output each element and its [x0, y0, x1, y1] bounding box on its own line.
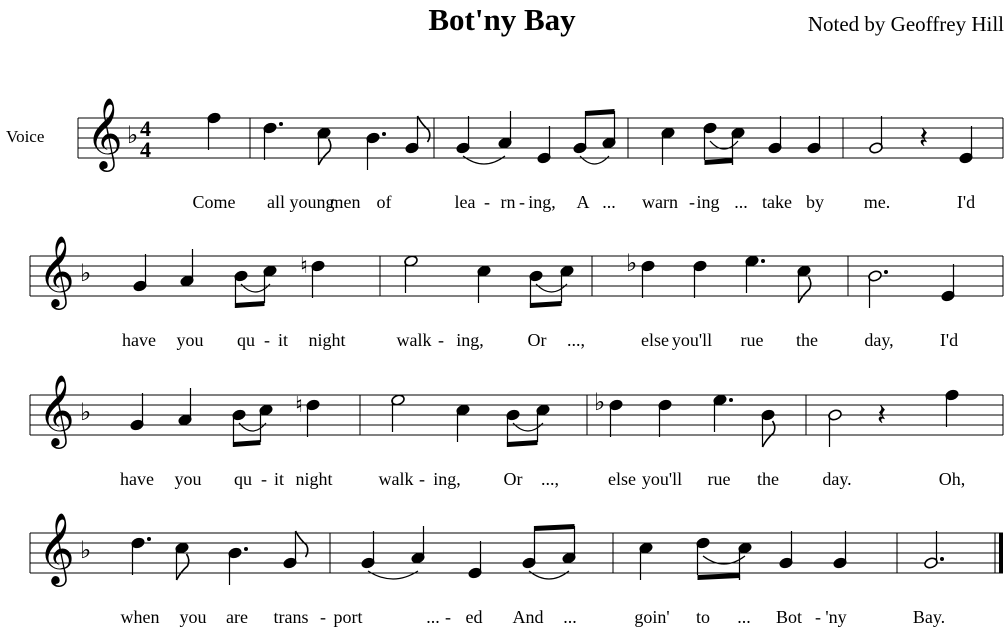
slur: [368, 571, 418, 579]
note-beam: [705, 158, 733, 165]
lyric-syllable: ...: [602, 192, 616, 212]
lyric-syllable: ing,: [456, 330, 484, 350]
augmentation-dot: [761, 259, 765, 263]
note-beam: [234, 440, 261, 447]
augmentation-dot: [279, 122, 283, 126]
lyric-syllable: ...: [737, 607, 751, 627]
lyric-syllable: are: [226, 607, 248, 627]
augmentation-dot: [147, 537, 151, 541]
flat-sign-icon: ♭: [626, 249, 638, 277]
lyric-syllable: you'll: [641, 469, 683, 489]
lyric-syllable: -: [320, 607, 326, 627]
final-barline: [999, 533, 1003, 573]
natural-sign-icon: ♮: [295, 393, 303, 418]
lyric-syllable: else: [641, 330, 669, 350]
lyric-syllable: qu: [237, 330, 255, 350]
lyric-syllable: trans: [273, 607, 309, 627]
lyric-syllable: -: [438, 330, 444, 350]
lyric-syllable: lea: [454, 192, 476, 212]
lyric-syllable: walk: [378, 469, 414, 489]
lyric-syllable: -: [261, 469, 267, 489]
lyric-syllable: the: [796, 330, 818, 350]
lyric-syllable: you: [174, 469, 202, 489]
lyric-syllable: night: [295, 469, 333, 489]
lyric-syllable: you: [179, 607, 207, 627]
lyric-syllable: -: [484, 192, 490, 212]
natural-sign-icon: ♮: [300, 254, 308, 279]
lyric-syllable: rue: [740, 330, 764, 350]
slur: [513, 423, 543, 431]
treble-clef-icon: 𝄞: [38, 373, 75, 446]
credit-text: Noted by Geoffrey Hill: [807, 12, 1004, 36]
time-signature-top: 4: [140, 116, 151, 141]
treble-clef-icon: 𝄞: [38, 511, 75, 584]
lyric-syllable: 'ny: [825, 607, 847, 627]
lyric-syllable: I'd: [939, 330, 959, 350]
lyric-syllable: Or: [503, 469, 523, 489]
lyric-syllable: -: [815, 607, 821, 627]
slur: [580, 156, 609, 164]
eighth-flag: [319, 139, 331, 165]
lyric-syllable: ...,: [541, 469, 559, 489]
lyric-syllable: goin': [634, 607, 670, 627]
slur: [239, 423, 266, 431]
augmentation-dot: [940, 557, 944, 561]
lyric-syllable: -: [445, 607, 451, 627]
lyric-syllable: have: [122, 330, 156, 350]
lyric-syllable: rue: [707, 469, 731, 489]
note-beam: [531, 301, 562, 308]
lyric-syllable: ed: [465, 607, 483, 627]
slur: [529, 571, 569, 579]
lyric-syllable: day,: [864, 330, 894, 350]
treble-clef-icon: 𝄞: [38, 234, 75, 307]
lyric-syllable: when: [120, 607, 160, 627]
lyric-syllable: ...: [734, 192, 748, 212]
lyric-syllable: port: [333, 607, 363, 627]
lyric-syllable: have: [120, 469, 154, 489]
song-title: Bot'ny Bay: [428, 2, 576, 37]
key-signature-flat-icon: ♭: [127, 121, 139, 149]
lyric-syllable: young: [289, 192, 335, 212]
lyric-syllable: -: [689, 192, 695, 212]
lyric-syllable: ing: [696, 192, 720, 212]
lyric-syllable: it: [277, 330, 289, 350]
eighth-flag: [177, 554, 189, 580]
lyric-syllable: it: [273, 469, 285, 489]
lyric-syllable: Come: [192, 192, 236, 212]
lyric-syllable: walk: [396, 330, 432, 350]
flat-sign-icon: ♭: [594, 388, 606, 416]
note-beam: [236, 301, 265, 308]
lyric-syllable: ...: [563, 607, 577, 627]
lyric-syllable: warn: [642, 192, 678, 212]
lyric-syllable: qu: [234, 469, 252, 489]
lyric-syllable: else: [608, 469, 636, 489]
lyric-syllable: take: [762, 192, 792, 212]
lyric-syllable: Oh,: [938, 469, 966, 489]
time-signature-bottom: 4: [140, 137, 151, 162]
lyric-syllable: -: [264, 330, 270, 350]
lyric-syllable: night: [308, 330, 346, 350]
treble-clef-icon: 𝄞: [86, 96, 123, 169]
augmentation-dot: [729, 398, 733, 402]
augmentation-dot: [382, 132, 386, 136]
lyric-syllable: ing,: [528, 192, 556, 212]
lyric-syllable: A: [576, 192, 590, 212]
lyric-syllable: ...: [426, 607, 440, 627]
instrument-label: Voice: [6, 127, 45, 146]
lyric-syllable: Or: [527, 330, 547, 350]
lyric-syllable: Bot: [775, 607, 803, 627]
lyric-syllable: men: [329, 192, 361, 212]
note-beam: [586, 109, 615, 116]
lyric-syllable: And: [512, 607, 544, 627]
lyric-syllable: you: [176, 330, 204, 350]
slur: [241, 284, 270, 292]
lyric-syllable: day.: [822, 469, 852, 489]
slur: [463, 156, 505, 164]
key-signature-flat-icon: ♭: [80, 259, 92, 287]
lyric-syllable: to: [695, 607, 711, 627]
note-beam: [508, 440, 538, 447]
note-beam: [535, 524, 575, 531]
lyric-syllable: Bay.: [912, 607, 946, 627]
augmentation-dot: [244, 547, 248, 551]
lyric-syllable: rn: [500, 192, 516, 212]
lyric-syllable: the: [757, 469, 779, 489]
lyric-syllable: ing,: [433, 469, 461, 489]
note-beam: [698, 573, 740, 580]
quarter-rest-icon: 𝄽: [877, 398, 887, 433]
lyric-syllable: you'll: [671, 330, 713, 350]
lyric-syllable: of: [376, 192, 392, 212]
lyric-syllable: I'd: [956, 192, 976, 212]
slur: [536, 284, 567, 292]
lyric-syllable: ...,: [567, 330, 585, 350]
lyric-syllable: me.: [863, 192, 891, 212]
augmentation-dot: [884, 270, 888, 274]
eighth-flag: [799, 277, 811, 303]
lyric-syllable: all: [267, 192, 285, 212]
key-signature-flat-icon: ♭: [80, 398, 92, 426]
lyric-syllable: by: [806, 192, 824, 212]
quarter-rest-icon: 𝄽: [919, 121, 929, 156]
key-signature-flat-icon: ♭: [80, 536, 92, 564]
lyric-syllable: -: [419, 469, 425, 489]
lyric-syllable: -: [519, 192, 525, 212]
